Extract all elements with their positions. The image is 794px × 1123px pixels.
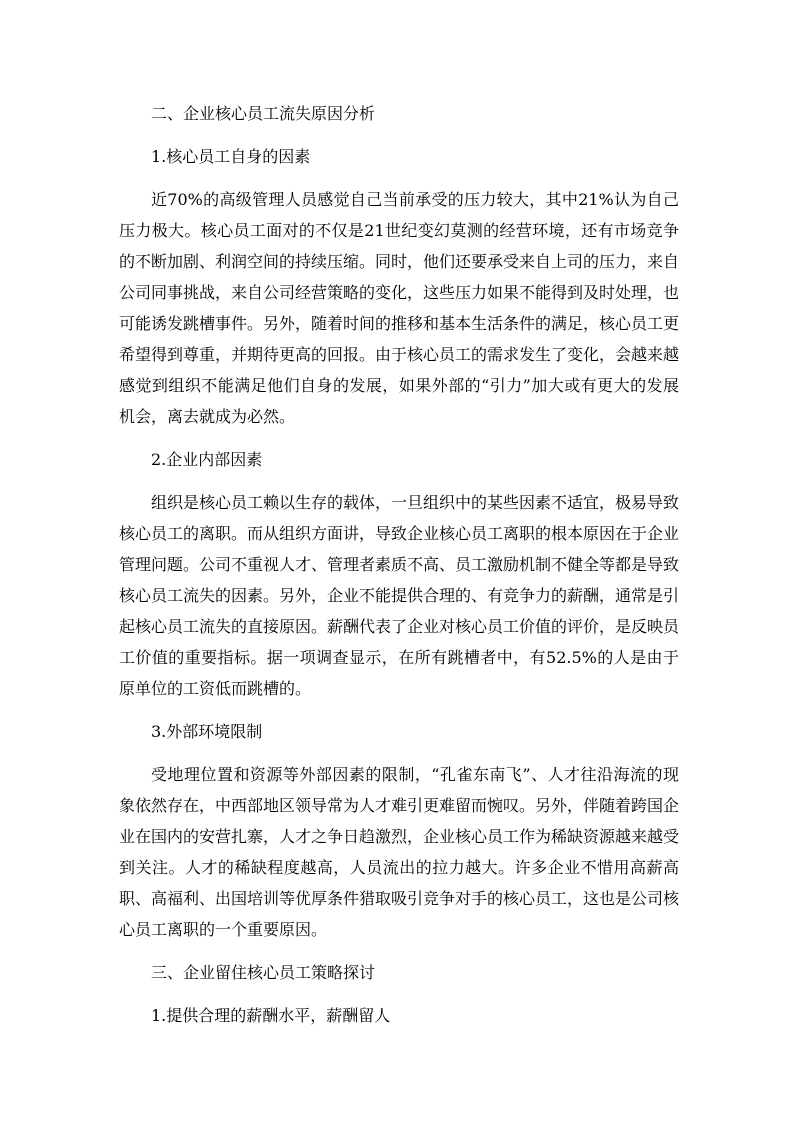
subsection-heading: 2.企业内部因素 xyxy=(151,450,263,469)
subsection-heading: 1.核心员工自身的因素 xyxy=(151,147,311,166)
subsection-heading: 1.提供合理的薪酬水平，薪酬留人 xyxy=(151,1006,391,1025)
subsection-heading: 3.外部环境限制 xyxy=(151,722,263,741)
document-body xyxy=(119,98,679,1043)
section-heading: 三、企业留住核心员工策略探讨 xyxy=(151,963,376,982)
body-paragraph: 组织是核心员工赖以生存的载体，一旦组织中的某些因素不适宜，极易导致核心员工的离职。而从组织方面讲，导致企业核心员工离职的根本原因在于企业管理问题。公司不重视人才、管理者素质不高、员工激励机制不健全等都是导致核心员工流失的因素。另外，企业不能提供合理的、有竞争力的薪酬，通常是引起核心员工流失的直接原因。薪酬代表了企业对核心员工价值的评价，是反映员工价值的重要指标。据一项调查显示，在所有跳槽者中，有52.5%的人是由于原单位的工资低而跳槽的。 xyxy=(119,493,680,698)
body-paragraph: 近70%的高级管理人员感觉自己当前承受的压力较大，其中21%认为自己压力极大。核心员工面对的不仅是21世纪变幻莫测的经营环境，还有市场竞争的不断加剧、利润空间的持续压缩。同时，他们还要承受来自上司的压力，来自公司同事挑战，来自公司经营策略的变化，这些压力如果不能得到及时处理，也可能诱发跳槽事件。另外，随着时间的推移和基本生活条件的满足，核心员工更希望得到尊重，并期待更高的回报。由于核心员工的需求发生了变化，会越来越感觉到组织不能满足他们自身的发展，如果外部的“引力”加大或有更大的发展机会，离去就成为必然。 xyxy=(119,190,680,426)
section-heading: 二、企业核心员工流失原因分析 xyxy=(151,104,376,123)
body-paragraph: 受地理位置和资源等外部因素的限制，“孔雀东南飞”、人才往沿海流的现象依然存在，中西部地区领导常为人才难引更难留而惋叹。另外，伴随着跨国企业在国内的安营扎寨，人才之争日趋激烈，企业核心员工作为稀缺资源越来越受到关注。人才的稀缺程度越高，人员流出的拉力越大。许多企业不惜用高薪高职、高福利、出国培训等优厚条件猎取吸引竞争对手的核心员工，这也是公司核心员工离职的一个重要原因。 xyxy=(119,765,680,939)
